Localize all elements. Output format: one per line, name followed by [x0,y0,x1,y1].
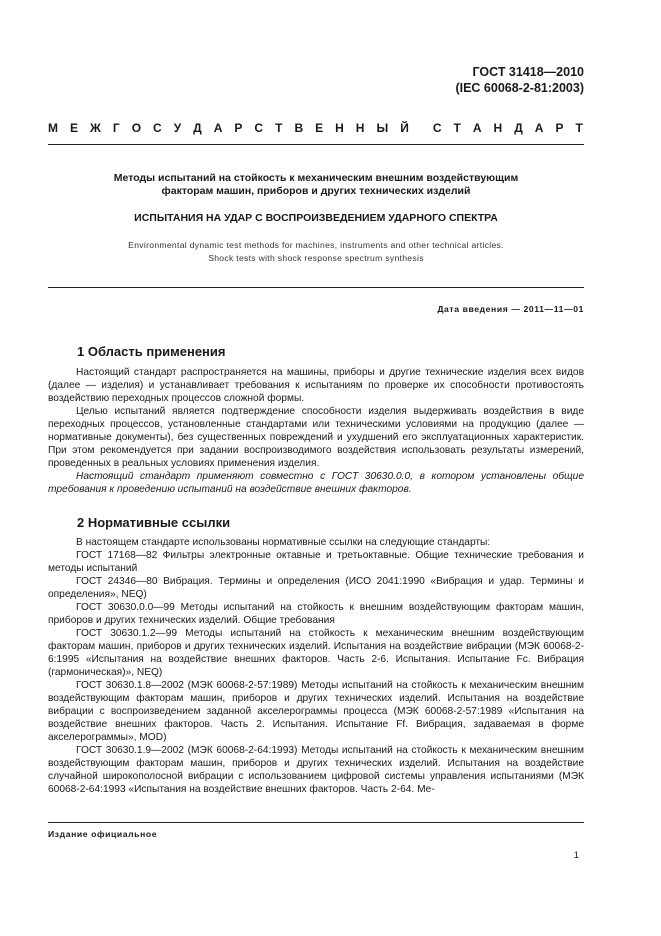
reference-item: ГОСТ 30630.0.0—99 Методы испытаний на стойкость к внешним воздействующим факторам машин, приборов и других технических изделий. Общие требования [48,602,584,626]
english-title-line-2: Shock tests with shock response spectrum synthesis [208,253,424,263]
document-header [455,64,584,96]
reference-item: ГОСТ 24346—80 Вибрация. Термины и определения (ИСО 2041:1990 «Вибрация и удар. Термины и определения», NEQ) [48,576,584,600]
banner-letter: У [173,121,182,135]
section-2-heading: 2 Нормативные ссылки [77,515,231,530]
banner-letter: Е [70,121,79,135]
banner-letter: Е [315,121,324,135]
gost-number: ГОСТ 31418—2010 [472,65,584,79]
banner-letter: О [131,121,142,135]
english-title-line-1: Environmental dynamic test methods for machines, instruments and other technical articles. [128,240,504,250]
banner-letter: С [432,121,442,135]
banner-letter: Т [575,121,583,135]
banner-letter: Р [555,121,564,135]
official-edition-label: Издание официальное [48,829,158,839]
reference-item: ГОСТ 30630.1.8—2002 (МЭК 60068-2-57:1989) Методы испытаний на стойкость к механическим внешним воздействующим факторам машин, приборов и других технических изделий. Испытания на воздействие вибрации с воспроизведением заданной акселерограммы процесса (МЭК 60068-2-57:1989 «Испытания на воздействие внешних факторов. Часть 2. Испытания. Испытание Ff. Вибрация, задаваемая в форме акселерограммы», MOD) [48,680,584,743]
banner-letter: Д [193,121,202,135]
paragraph: В настоящем стандарте использованы нормативные ссылки на следующие стандарты: [76,537,491,548]
banner-letter: Ж [90,121,101,135]
title-divider [48,287,584,288]
section-1-heading: 1 Область применения [77,344,226,359]
banner-letter: С [254,121,264,135]
italic-note: Настоящий стандарт применяют совместно с ГОСТ 30630.0.0, в котором установлены общие требования к проведению испытаний на воздействие внешних факторов. [48,471,584,495]
paragraph: Настоящий стандарт распространяется на машины, приборы и другие технические изделия всех видов (далее — изделия) и устанавливает требования к испытаниям по проверке их способности противостоять воздействию переходных процессов сложной формы. [48,367,584,404]
interstate-standard-banner [48,121,583,135]
banner-letter: Т [275,121,283,135]
reference-item: ГОСТ 30630.1.9—2002 (МЭК 60068-2-64:1993) Методы испытаний на стойкость к механическим внешним воздействующим факторам машин, приборов и других технических изделий. Испытания на воздействие случайной широкополосной вибрации с использованием цифровой системы управления испытаниями (МЭК 60068-2-64:1993 «Испытания на воздействие внешних факторов. Часть 2-64. Ме- [48,745,584,795]
title-line-1: Методы испытаний на стойкость к механическим внешним воздействующим [113,172,519,184]
banner-letter: Ы [376,121,389,135]
banner-letter: Н [355,121,365,135]
banner-letter: Д [514,121,523,135]
banner-letter: Н [335,121,344,135]
main-title: ИСПЫТАНИЯ НА УДАР С ВОСПРОИЗВЕДЕНИЕМ УДАРНОГО СПЕКТРА [134,212,498,224]
iec-number: (IEC 60068-2-81:2003) [455,81,584,95]
banner-letter: М [48,121,58,135]
banner-letter: С [153,121,162,135]
banner-letter: В [294,121,304,135]
banner-letter: Т [453,121,461,135]
banner-letter: Н [493,121,503,135]
page-number: 1 [573,850,579,861]
footer-divider [48,822,584,823]
section-1-body [48,366,584,496]
title-line-2: факторам машин, приборов и других технических изделий [161,185,471,197]
section-2-body [48,536,584,796]
reference-item: ГОСТ 17168—82 Фильтры электронные октавные и третьоктавные. Общие технические требования и методы испытаний [48,550,584,574]
paragraph: Целью испытаний является подтверждение способности изделия выдерживать воздействия в виде переходных процессов, установленные стандартами или техническими условиями на продукцию (далее — нормативные документы), без существенных повреждений и ухудшений его эксплуатационных характеристик. При этом рекомендуется при задании воспроизводимого воздействия использовать результаты измерений, проведенных в реальных условиях применения изделия. [48,406,584,469]
english-title [48,239,584,265]
banner-letter: Г [112,121,120,135]
title-block [48,172,584,198]
banner-letter: Й [400,121,409,135]
banner-letter: Р [234,121,243,135]
banner-letter: А [213,121,223,135]
banner-letter: А [534,121,544,135]
top-divider [48,144,584,145]
intro-date: Дата введения — 2011—11—01 [437,304,584,314]
banner-letter: А [472,121,482,135]
reference-item: ГОСТ 30630.1.2—99 Методы испытаний на стойкость к механическим внешним воздействующим факторам машин, приборов и других технических изделий. Испытания на воздействие вибрации (МЭК 60068-2-6:1995 «Испытания на воздействие внешних факторов. Часть 2-6. Испытания. Испытание Fc. Вибрация (гармоническая)», NEQ) [48,628,584,678]
